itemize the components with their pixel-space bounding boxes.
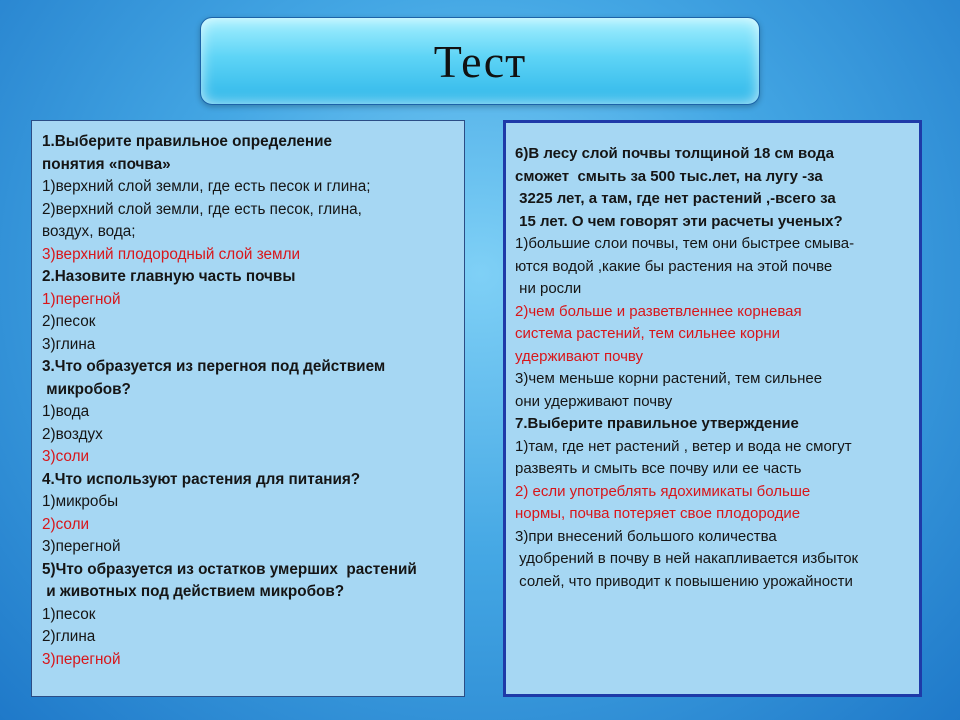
left-line: микробов? — [42, 380, 131, 398]
right-line: развеять и смыть все почву или ее часть — [515, 460, 802, 477]
right-line: 1)большие слои почвы, тем они быстрее смыва- — [515, 235, 855, 252]
left-line: 3)перегной — [42, 538, 121, 555]
page-title: Тест — [433, 35, 527, 87]
left-line: 3)верхний плодородный слой земли — [42, 245, 301, 263]
right-line: они удерживают почву — [515, 392, 673, 410]
right-line: 3)при внесений большого количества — [515, 527, 777, 545]
left-question-panel — [31, 120, 465, 697]
right-line: 3)чем меньше корни растений, тем сильнее — [515, 370, 823, 387]
right-line: ются водой ,какие бы растения на этой почве — [515, 257, 833, 275]
right-line: удобрений в почву в ней накапливается избыток — [515, 550, 859, 567]
right-line: солей, что приводит к повышению урожайности — [515, 572, 853, 590]
left-line: 3)глина — [42, 335, 96, 353]
left-line: 2)воздух — [42, 425, 103, 443]
left-line: 3.Что образуется из перегноя под действием — [42, 358, 386, 375]
right-line: 3225 лет, а там, где нет растений ,-всего за — [515, 190, 836, 207]
left-line: 3)перегной — [42, 650, 121, 668]
right-line: сможет смыть за 500 тыс.лет, на лугу -за — [515, 167, 823, 185]
left-line: 4.Что используют растения для питания? — [42, 470, 361, 488]
left-line: 2)песок — [42, 313, 96, 330]
left-line: воздух, вода; — [42, 223, 136, 240]
left-line: 1)перегной — [42, 290, 121, 308]
left-line: и животных под действием микробов? — [42, 583, 345, 600]
right-line: 2) если употреблять ядохимикаты больше — [515, 482, 811, 500]
left-line: 2)глина — [42, 628, 96, 645]
right-line: система растений, тем сильнее корни — [515, 325, 781, 342]
right-line: 1)там, где нет растений , ветер и вода не смогут — [515, 437, 852, 455]
right-line: нормы, почва потеряет свое плодородие — [515, 505, 801, 522]
left-line: 1)микробы — [42, 493, 119, 510]
right-line: 15 лет. О чем говорят эти расчеты ученых? — [515, 212, 843, 230]
left-line: 2)верхний слой земли, где есть песок, глина, — [42, 200, 362, 218]
right-line: ни росли — [515, 280, 582, 297]
left-line: 2)соли — [42, 515, 90, 533]
right-line: 6)В лесу слой почвы толщиной 18 см вода — [515, 145, 834, 162]
title-banner — [200, 17, 760, 105]
left-line: 1.Выберите правильное определение — [42, 133, 333, 150]
right-question-panel — [503, 120, 922, 697]
right-line: 7.Выберите правильное утверждение — [515, 415, 799, 432]
left-line: 1)вода — [42, 403, 90, 420]
left-line: 3)соли — [42, 448, 90, 465]
left-line: 5)Что образуется из остатков умерших растений — [42, 560, 417, 578]
left-line: понятия «почва» — [42, 155, 171, 173]
right-line: 2)чем больше и разветвленнее корневая — [515, 302, 802, 320]
left-line: 1)верхний слой земли, где есть песок и глина; — [42, 178, 371, 195]
left-line: 1)песок — [42, 605, 96, 623]
right-line: удерживают почву — [515, 347, 644, 365]
left-line: 2.Назовите главную часть почвы — [42, 268, 296, 285]
